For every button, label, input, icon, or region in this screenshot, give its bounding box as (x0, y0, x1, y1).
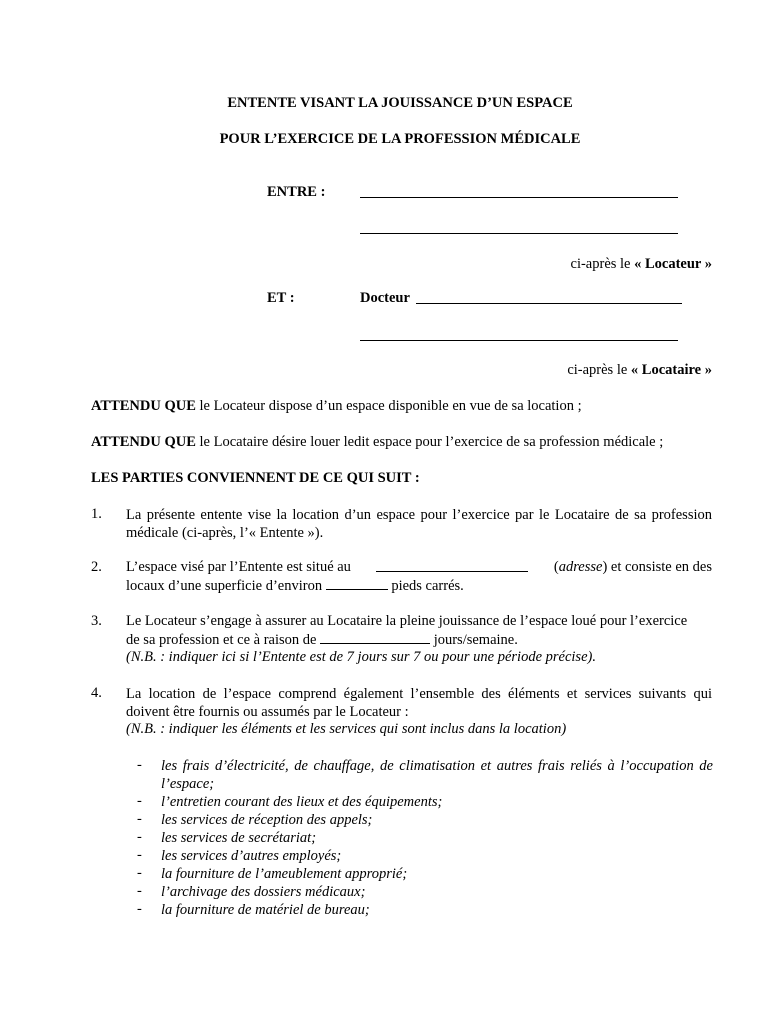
list-item: l’archivage des dossiers médicaux; (161, 884, 366, 900)
clause-4-text: La location de l’espace comprend également l’ensemble des éléments et services suivants qui doivent être fournis ou assumés par le Locateur : (126, 686, 712, 720)
clause-3-line-1: Le Locateur s’engage à assurer au Locataire la pleine jouissance de l’espace loué pour l’exercice (126, 613, 688, 629)
locateur-designation: ci-après le « Locateur » (570, 256, 712, 272)
clause-3-line-2: de sa profession et ce à raison de jours/semaine. (126, 632, 518, 648)
clause-4-number: 4. (91, 685, 102, 701)
attendu-que-1: ATTENDU QUE le Locateur dispose d’un espace disponible en vue de sa location ; (91, 398, 582, 414)
et-label: ET : (267, 290, 295, 306)
clause-3-note: (N.B. : indiquer ici si l’Entente est de 7 jours sur 7 ou pour une période précise). (126, 649, 596, 665)
area-blank (326, 577, 388, 590)
address-blank (376, 559, 528, 572)
clause-1-text: La présente entente vise la location d’un espace pour l’exercice par le Locataire de sa profession médicale (ci-après, l’« Entente »). (126, 507, 712, 541)
title-line-1: ENTENTE VISANT LA JOUISSANCE D’UN ESPACE (227, 95, 573, 111)
bullet-dash: - (137, 811, 142, 827)
list-item: la fourniture de l’ameublement approprié; (161, 866, 408, 882)
locateur-name-line-1 (360, 197, 678, 198)
docteur-label: Docteur (360, 290, 410, 306)
clause-3-number: 3. (91, 613, 102, 629)
title-line-2: POUR L’EXERCICE DE LA PROFESSION MÉDICALE (219, 131, 581, 147)
list-item: les services de secrétariat; (161, 830, 317, 846)
list-item: la fourniture de matériel de bureau; (161, 902, 370, 918)
clause-4-note: (N.B. : indiquer les éléments et les services qui sont inclus dans la location) (126, 721, 567, 737)
bullet-dash: - (137, 793, 142, 809)
clause-2-number: 2. (91, 559, 102, 575)
locateur-name-line-2 (360, 233, 678, 234)
clause-2-line-1: L’espace visé par l’Entente est situé au (adresse) et consiste en des (126, 559, 712, 575)
docteur-name-line (416, 303, 682, 304)
bullet-dash: - (137, 829, 142, 845)
days-blank (320, 631, 430, 644)
bullet-dash: - (137, 847, 142, 863)
list-item: les services de réception des appels; (161, 812, 373, 828)
attendu-que-2: ATTENDU QUE le Locataire désire louer ledit espace pour l’exercice de sa profession médicale ; (91, 434, 664, 450)
locataire-name-line-2 (360, 340, 678, 341)
bullet-dash: - (137, 901, 142, 917)
list-item: l’entretien courant des lieux et des équipements; (161, 794, 443, 810)
list-item: les frais d’électricité, de chauffage, de climatisation et autres frais reliés à l’occupation de l’espace; (161, 758, 713, 792)
bullet-dash: - (137, 883, 142, 899)
clause-1-number: 1. (91, 506, 102, 522)
bullet-dash: - (137, 757, 142, 773)
clause-2-line-2: locaux d’une superficie d’environ pieds carrés. (126, 578, 464, 594)
list-item: les services d’autres employés; (161, 848, 342, 864)
parties-heading: LES PARTIES CONVIENNENT DE CE QUI SUIT : (91, 470, 420, 486)
locataire-designation: ci-après le « Locataire » (567, 362, 712, 378)
entre-label: ENTRE : (267, 184, 326, 200)
bullet-dash: - (137, 865, 142, 881)
